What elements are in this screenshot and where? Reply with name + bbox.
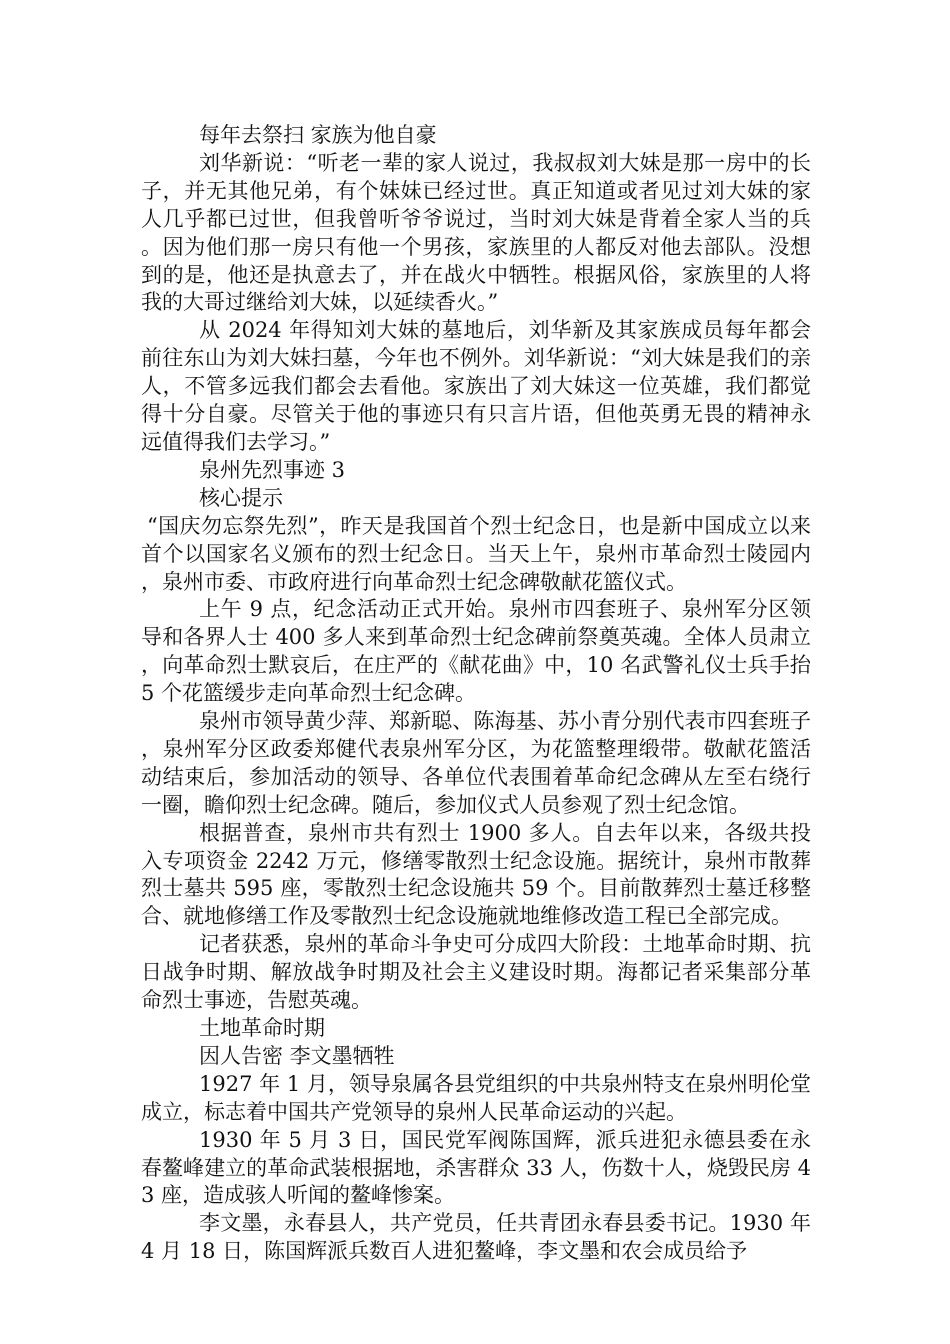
paragraph: 记者获悉，泉州的革命斗争史可分成四大阶段：土地革命时期、抗日战争时期、解放战争时期及社会主义建设时期。海都记者采集部分革命烈士事迹，告慰英魂。 (141, 932, 811, 1013)
paragraph: 1927 年 1 月，领导泉属各县党组织的中共泉州特支在泉州明伦堂成立，标志着中国共产党领导的泉州人民革命运动的兴起。 (141, 1071, 811, 1124)
paragraph: 从 2024 年得知刘大妹的墓地后，刘华新及其家族成员每年都会前往东山为刘大妹扫墓，今年也不例外。刘华新说：“刘大妹是我们的亲人，不管多远我们都会去看他。家族出了刘大妹这一位英雄，我们都觉得十分自豪。尽管关于他的事迹只有只言片语，但他英勇无畏的精神永远值得我们去学习。” (141, 318, 811, 454)
section-heading: 每年去祭扫 家族为他自豪 (199, 123, 437, 147)
paragraph: 1930 年 5 月 3 日，国民党军阀陈国辉，派兵进犯永德县委在永春鳌峰建立的革命武装根据地，杀害群众 33 人，伤数十人，烧毁民房 43 座，造成骇人听闻的鳌峰惨案。 (141, 1127, 811, 1208)
paragraph: 上午 9 点，纪念活动正式开始。泉州市四套班子、泉州军分区领导和各界人士 400 多人来到革命烈士纪念碑前祭奠英魂。全体人员肃立，向革命烈士默哀后，在庄严的《献花曲》中，10 名武警礼仪士兵手抬 5 个花篮缓步走向革命烈士纪念碑。 (141, 597, 811, 706)
section-heading: 核心提示 (199, 485, 283, 510)
paragraph: 刘华新说：“听老一辈的家人说过，我叔叔刘大妹是那一房中的长子，并无其他兄弟，有个妹妹已经过世。真正知道或者见过刘大妹的家人几乎都已过世，但我曾听爷爷说过，当时刘大妹是背着全家人当的兵。因为他们那一房只有他一个男孩，家族里的人都反对他去部队。没想到的是，他还是执意去了，并在战火中牺牲。根据风俗，家族里的人将我的大哥过继给刘大妹，以延续香火。” (141, 150, 811, 315)
document-body (141, 122, 811, 1266)
section-heading: 泉州先烈事迹 3 (199, 457, 346, 482)
section-heading: 因人告密 李文墨牺牲 (199, 1043, 395, 1068)
paragraph: 泉州市领导黄少萍、郑新聪、陈海基、苏小青分别代表市四套班子，泉州军分区政委郑健代表泉州军分区，为花篮整理缎带。敬献花篮活动结束后，参加活动的领导、各单位代表围着革命纪念碑从左至右绕行一圈，瞻仰烈士纪念碑。随后，参加仪式人员参观了烈士纪念馆。 (141, 709, 811, 817)
paragraph: 李文墨，永春县人，共产党员，任共青团永春县委书记。1930 年 4 月 18 日，陈国辉派兵数百人进犯鳌峰，李文墨和农会成员给予 (141, 1211, 811, 1264)
section-heading: 土地革命时期 (199, 1016, 325, 1040)
paragraph: “国庆勿忘祭先烈”，昨天是我国首个烈士纪念日，也是新中国成立以来首个以国家名义颁布的烈士纪念日。当天上午，泉州市革命烈士陵园内，泉州市委、市政府进行向革命烈士纪念碑敬献花篮仪式。 (141, 513, 811, 594)
paragraph: 根据普查，泉州市共有烈士 1900 多人。自去年以来，各级共投入专项资金 2242 万元，修缮零散烈士纪念设施。据统计，泉州市散葬烈士墓共 595 座，零散烈士纪念设施共 59 个。目前散葬烈士墓迁移整合、就地修缮工作及零散烈士纪念设施就地维修改造工程已全部完成。 (141, 820, 811, 929)
